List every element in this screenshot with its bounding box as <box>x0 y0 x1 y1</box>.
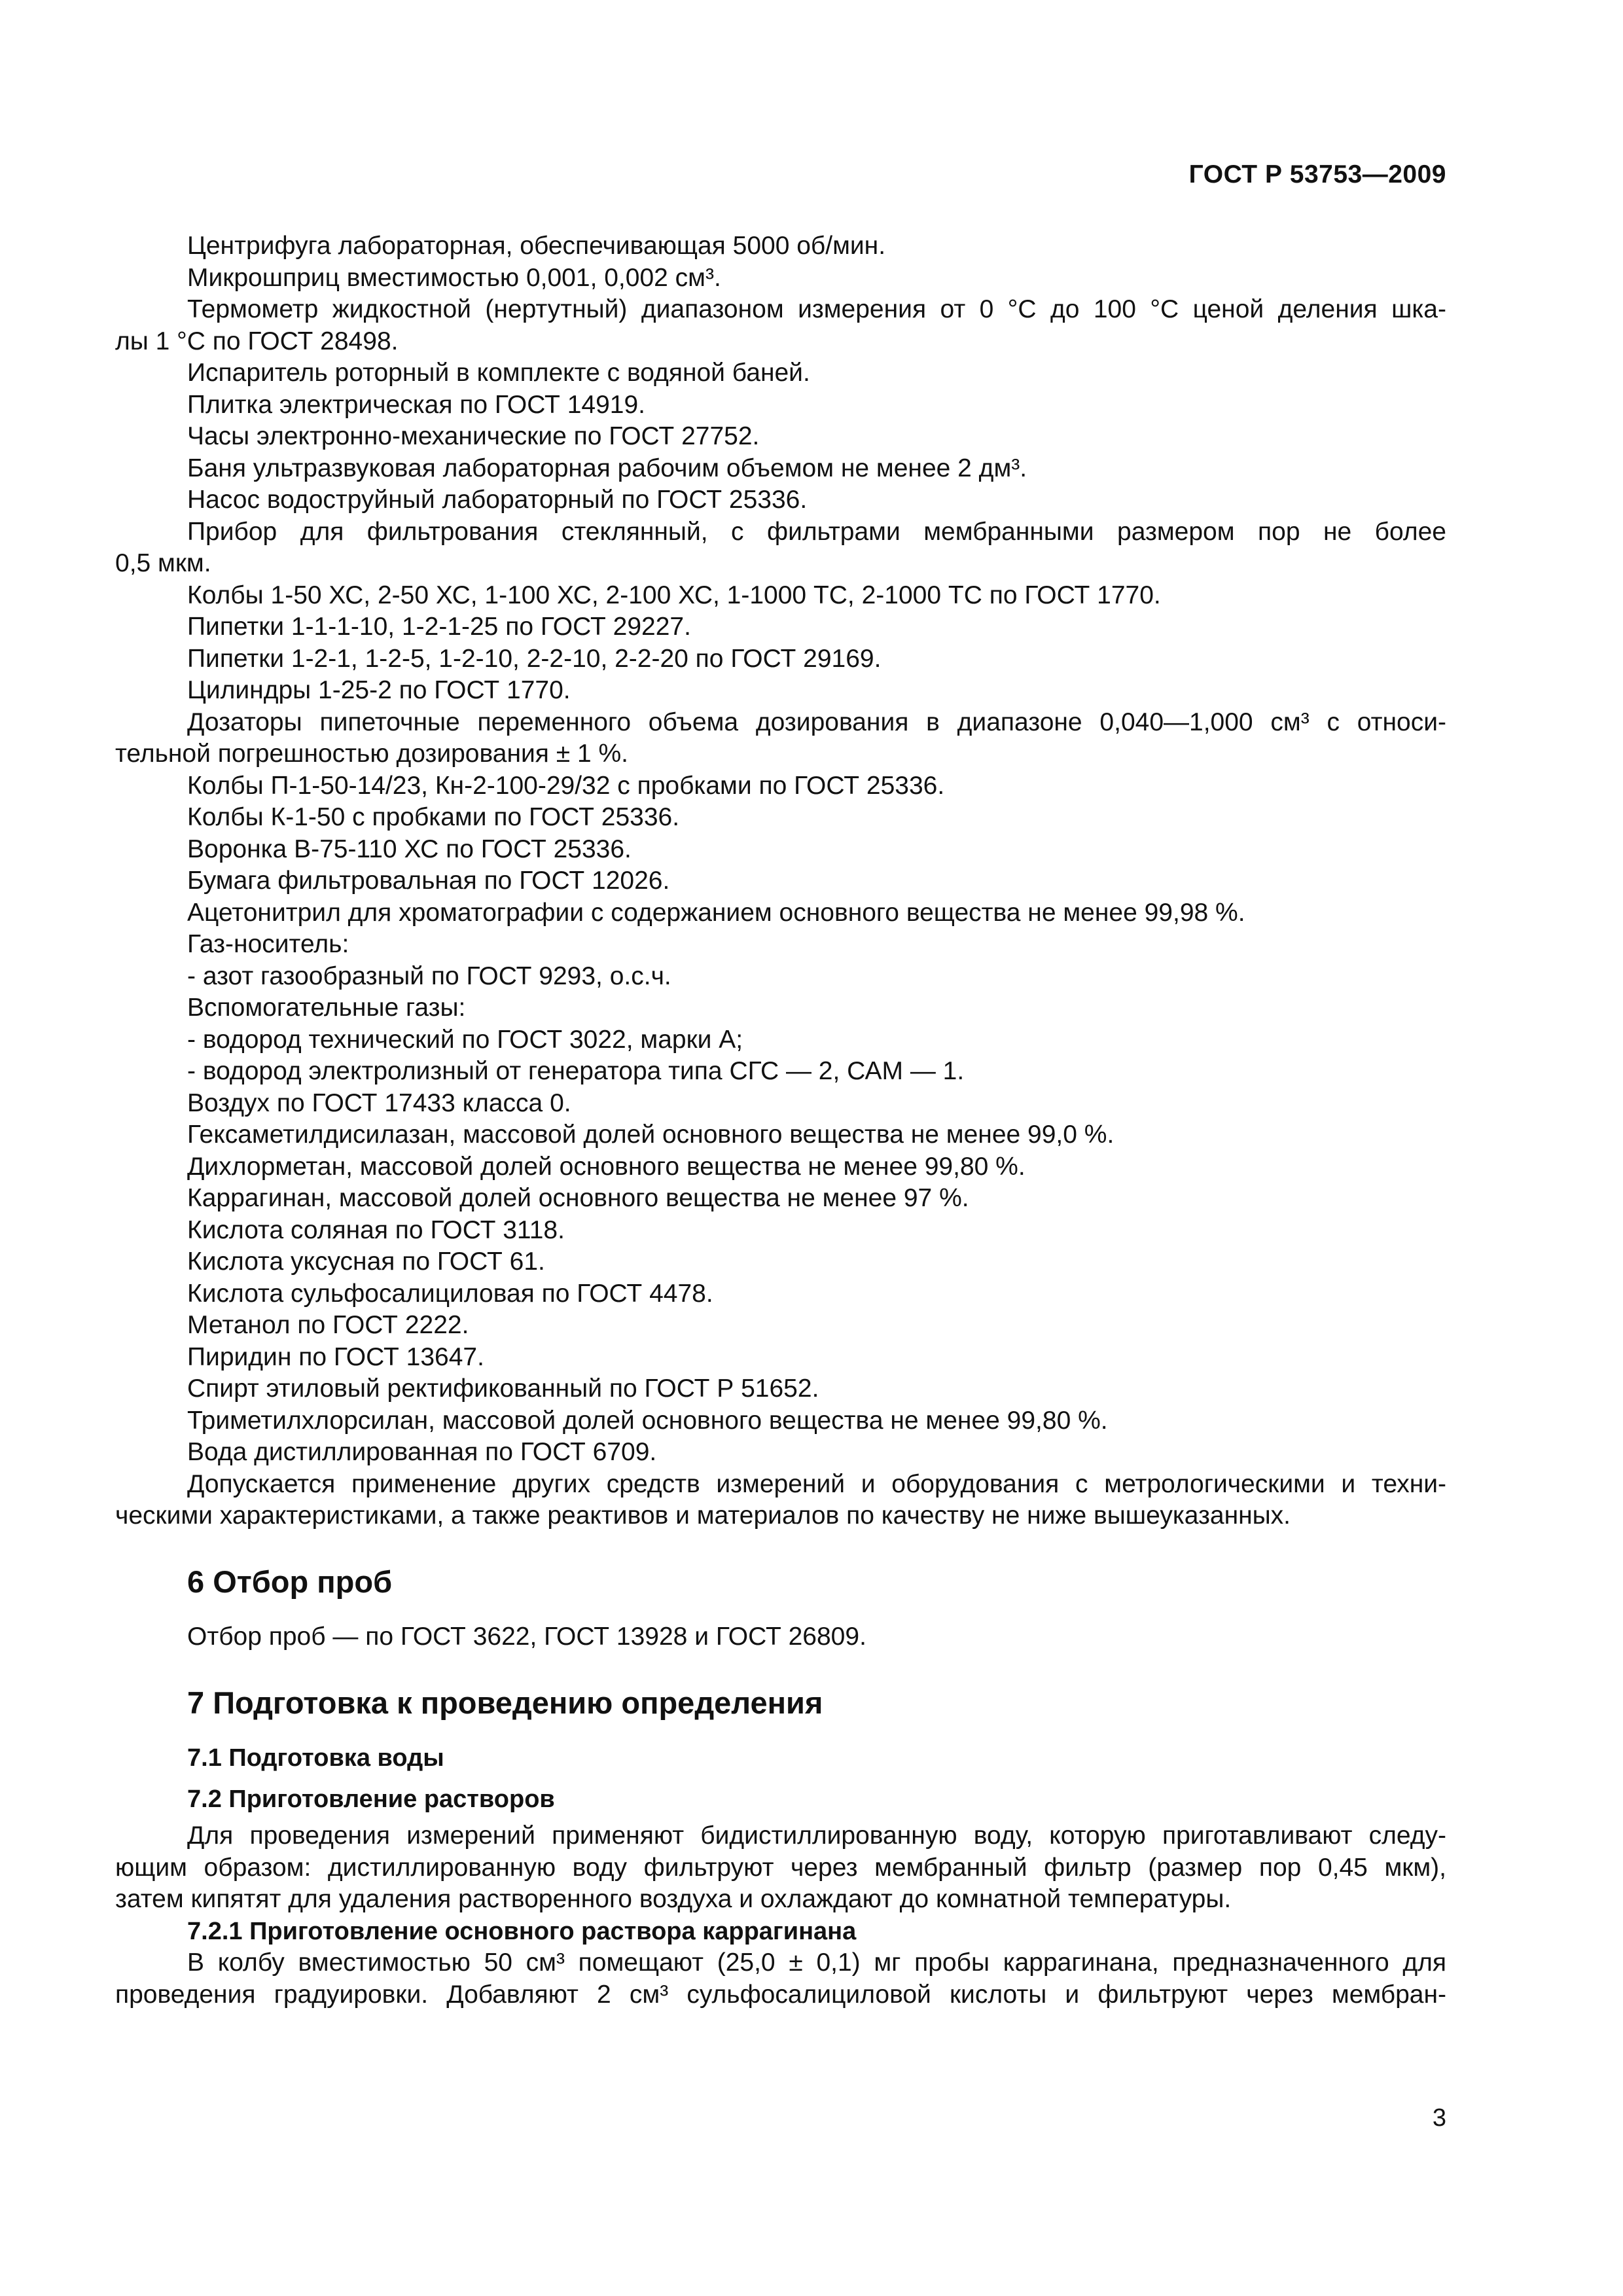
equipment-line: Прибор для фильтрования стеклянный, с фильтрами мембранными размером пор не более <box>187 517 1446 546</box>
reagent-line: - водород электролизный от генератора типа СГС — 2, САМ — 1. <box>187 1057 965 1085</box>
reagent-line: - водород технический по ГОСТ 3022, марки А; <box>187 1025 743 1054</box>
equipment-line: Цилиндры 1-25-2 по ГОСТ 1770. <box>187 676 571 704</box>
reagent-line: Каррагинан, массовой долей основного вещества не менее 97 %. <box>187 1184 969 1212</box>
reagent-line: Гексаметилдисилазан, массовой долей основного вещества не менее 99,0 %. <box>187 1121 1115 1149</box>
reagent-line: Триметилхлорсилан, массовой долей основного вещества не менее 99,80 %. <box>187 1406 1108 1435</box>
equipment-line: Микрошприц вместимостью 0,001, 0,002 см³. <box>187 263 721 292</box>
paragraph-line: Допускается применение других средств измерений и оборудования с метрологическими и техни- <box>187 1469 1446 1498</box>
reagent-line: Вода дистиллированная по ГОСТ 6709. <box>187 1438 657 1466</box>
reagent-line: Вспомогательные газы: <box>187 994 466 1022</box>
equipment-line: 0,5 мкм. <box>115 549 211 577</box>
equipment-line: Баня ультразвуковая лабораторная рабочим объемом не менее 2 дм³. <box>187 454 1027 482</box>
equipment-line: Бумага фильтровальная по ГОСТ 12026. <box>187 867 670 895</box>
paragraph-line: Для проведения измерений применяют бидистиллированную воду, которую приготавливают следу- <box>187 1821 1446 1850</box>
equipment-line: Насос водоструйный лабораторный по ГОСТ 25336. <box>187 486 808 514</box>
reagent-line: Ацетонитрил для хроматографии с содержанием основного вещества не менее 99,98 %. <box>187 898 1245 927</box>
reagent-line: Газ-носитель: <box>187 930 349 958</box>
paragraph-line: В колбу вместимостью 50 см³ помещают (25,0 ± 0,1) мг пробы каррагинана, предназначенного для <box>187 1948 1446 1977</box>
reagent-line: Метанол по ГОСТ 2222. <box>187 1311 469 1339</box>
equipment-line: Дозаторы пипеточные переменного объема дозирования в диапазоне 0,040—1,000 см³ с относи- <box>187 708 1446 736</box>
equipment-line: Колбы К-1-50 с пробками по ГОСТ 25336. <box>187 803 680 831</box>
equipment-line: лы 1 °С по ГОСТ 28498. <box>115 327 399 355</box>
equipment-line: Воронка В-75-110 ХС по ГОСТ 25336. <box>187 834 632 863</box>
reagent-line: Дихлорметан, массовой долей основного вещества не менее 99,80 %. <box>187 1152 1026 1181</box>
equipment-line: Центрифуга лабораторная, обеспечивающая 5000 об/мин. <box>187 232 886 260</box>
reagent-line: Кислота соляная по ГОСТ 3118. <box>187 1215 565 1244</box>
paragraph-line: ющим образом: дистиллированную воду фильтруют через мембранный фильтр (размер пор 0,45 мкм), <box>115 1853 1446 1882</box>
document-body <box>115 230 1446 2011</box>
section-heading: 7 Подготовка к проведению определения <box>187 1685 823 1720</box>
equipment-line: Термометр жидкостной (нертутный) диапазоном измерения от 0 °С до 100 °С ценой деления шка- <box>187 295 1446 323</box>
reagent-line: - азот газообразный по ГОСТ 9293, о.с.ч. <box>187 961 671 990</box>
paragraph-line: Отбор проб — по ГОСТ 3622, ГОСТ 13928 и ГОСТ 26809. <box>187 1623 866 1651</box>
equipment-line: Колбы 1-50 ХС, 2-50 ХС, 1-100 ХС, 2-100 ХС, 1-1000 ТС, 2-1000 ТС по ГОСТ 1770. <box>187 581 1161 609</box>
reagent-line: Пиридин по ГОСТ 13647. <box>187 1342 484 1371</box>
reagent-line: Кислота уксусная по ГОСТ 61. <box>187 1247 545 1276</box>
page-number: 3 <box>1432 2104 1446 2132</box>
reagent-line: Кислота сульфосалициловая по ГОСТ 4478. <box>187 1279 713 1308</box>
subsection-heading: 7.2.1 Приготовление основного раствора каррагинана <box>187 1917 857 1945</box>
paragraph-line: проведения градуировки. Добавляют 2 см³ сульфосалициловой кислоты и фильтруют через мембран- <box>115 1980 1446 2009</box>
equipment-line: Часы электронно-механические по ГОСТ 27752. <box>187 422 760 450</box>
subsection-heading: 7.1 Подготовка воды <box>187 1744 444 1772</box>
standard-code: ГОСТ Р 53753—2009 <box>1188 160 1446 188</box>
section-heading: 6 Отбор проб <box>187 1564 393 1599</box>
equipment-line: Пипетки 1-1-1-10, 1-2-1-25 по ГОСТ 29227. <box>187 613 691 641</box>
equipment-line: тельной погрешностью дозирования ± 1 %. <box>115 740 629 768</box>
equipment-line: Колбы П-1-50-14/23, Кн-2-100-29/32 с пробками по ГОСТ 25336. <box>187 771 945 800</box>
equipment-line: Плитка электрическая по ГОСТ 14919. <box>187 390 646 419</box>
paragraph-line: затем кипятят для удаления растворенного воздуха и охлаждают до комнатной температуры. <box>115 1885 1232 1913</box>
reagent-line: Воздух по ГОСТ 17433 класса 0. <box>187 1088 571 1117</box>
paragraph-line: ческими характеристиками, а также реактивов и материалов по качеству не ниже вышеуказанных. <box>115 1501 1291 1530</box>
equipment-line: Испаритель роторный в комплекте с водяной баней. <box>187 359 810 387</box>
equipment-line: Пипетки 1-2-1, 1-2-5, 1-2-10, 2-2-10, 2-2-20 по ГОСТ 29169. <box>187 644 882 673</box>
reagent-line: Спирт этиловый ректификованный по ГОСТ Р 51652. <box>187 1374 819 1403</box>
subsection-heading: 7.2 Приготовление растворов <box>187 1785 555 1813</box>
